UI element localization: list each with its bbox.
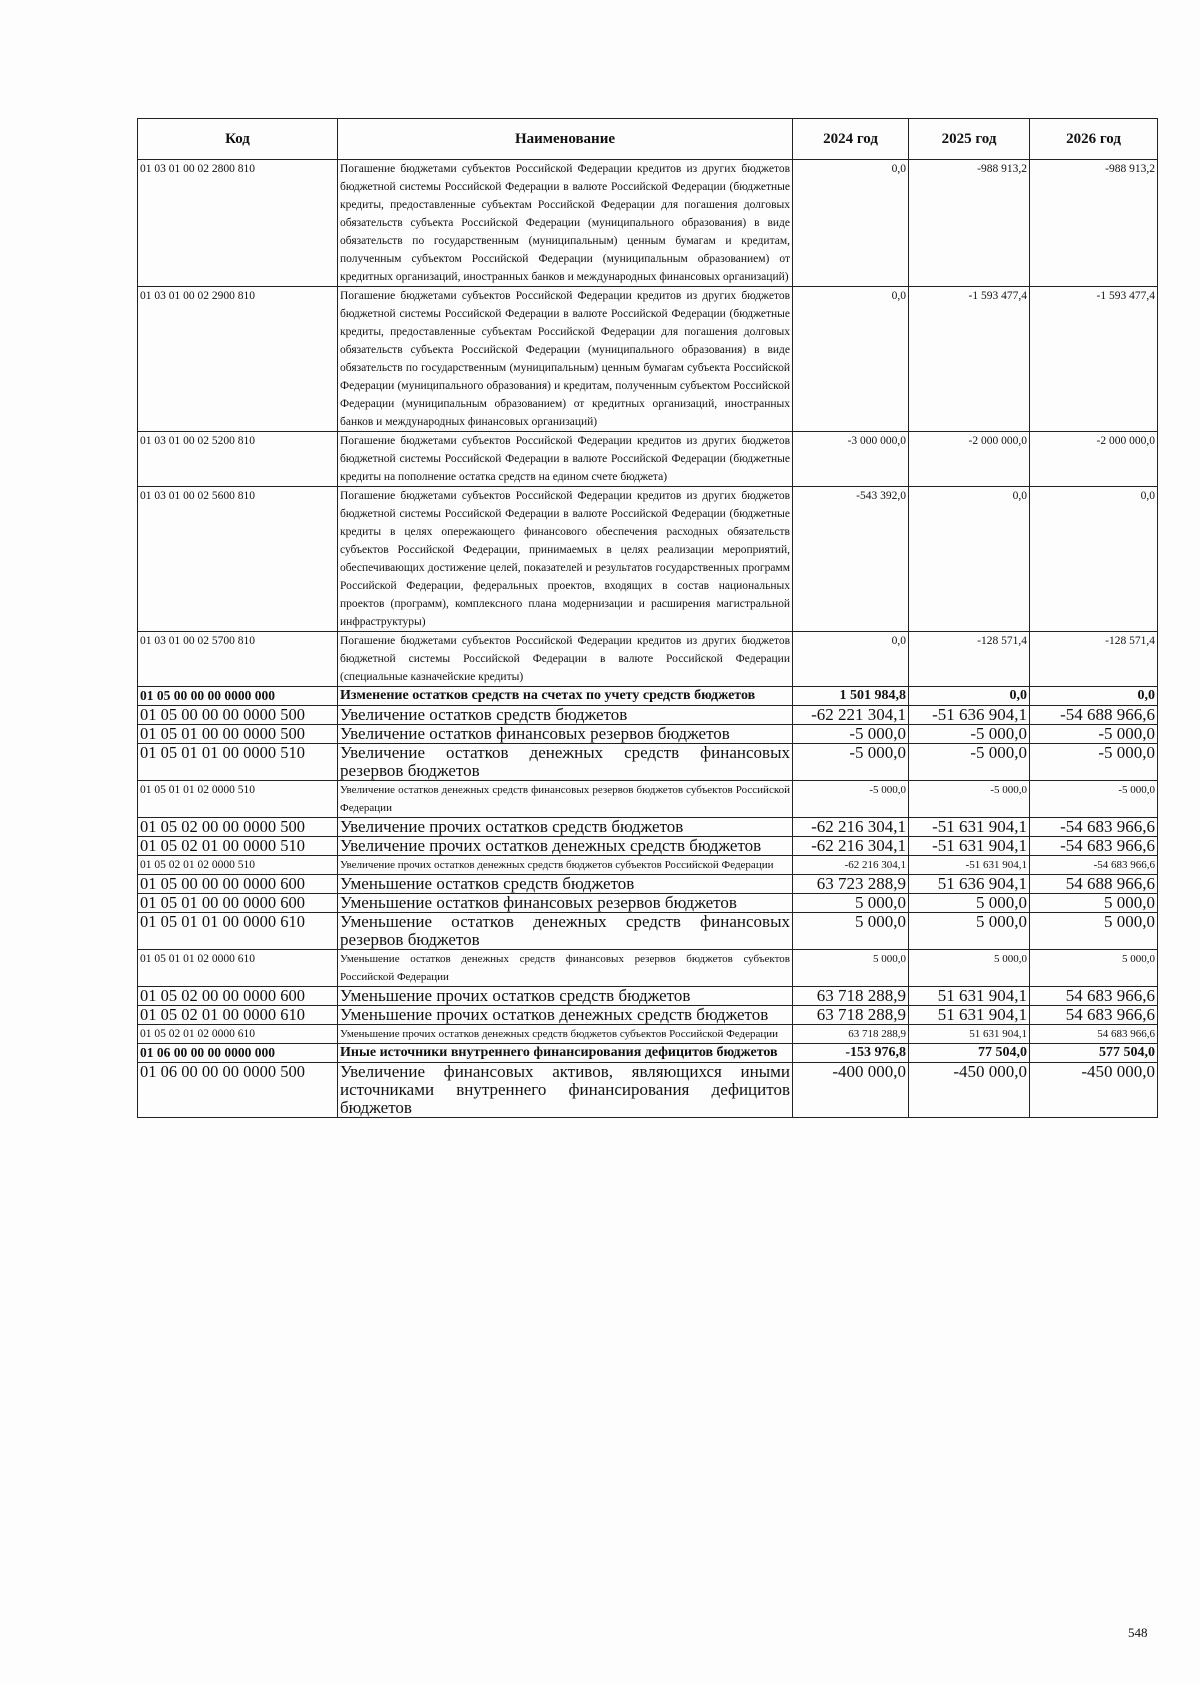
row-value-2024: -5 000,0 — [793, 744, 909, 781]
row-value-2025: -2 000 000,0 — [909, 432, 1030, 487]
row-value-2025: 51 636 904,1 — [909, 875, 1030, 894]
row-value-2025: -988 913,2 — [909, 160, 1030, 287]
table-row — [138, 706, 1158, 725]
row-name: Уменьшение прочих остатков средств бюджетов — [338, 987, 793, 1006]
row-value-2026: 577 504,0 — [1030, 1044, 1158, 1063]
row-value-2026: -2 000 000,0 — [1030, 432, 1158, 487]
row-name: Погашение бюджетами субъектов Российской Федерации кредитов из других бюджетов бюджетной системы Российской Федерации в валюте Российской Федерации (бюджетные кредиты на пополнение остатка средств на едином счете бюджета) — [338, 432, 793, 487]
table-header-row — [138, 119, 1158, 160]
row-value-2025: -51 636 904,1 — [909, 706, 1030, 725]
row-name: Изменение остатков средств на счетах по учету средств бюджетов — [338, 687, 793, 706]
row-name: Увеличение остатков финансовых резервов бюджетов — [338, 725, 793, 744]
table-row — [138, 287, 1158, 432]
budget-sources-table — [137, 118, 1158, 1118]
row-value-2024: -3 000 000,0 — [793, 432, 909, 487]
row-value-2026: -128 571,4 — [1030, 632, 1158, 687]
table-row — [138, 987, 1158, 1006]
row-value-2025: 77 504,0 — [909, 1044, 1030, 1063]
row-code: 01 05 02 00 00 0000 600 — [138, 987, 338, 1006]
row-value-2024: 5 000,0 — [793, 950, 909, 987]
row-code: 01 03 01 00 02 2800 810 — [138, 160, 338, 287]
row-name: Увеличение финансовых активов, являющихся иными источниками внутреннего финансирования дефицитов бюджетов — [338, 1063, 793, 1118]
row-value-2025: 5 000,0 — [909, 894, 1030, 913]
row-value-2026: 5 000,0 — [1030, 950, 1158, 987]
row-value-2025: 0,0 — [909, 487, 1030, 632]
row-code: 01 05 01 00 00 0000 500 — [138, 725, 338, 744]
row-value-2026: 0,0 — [1030, 687, 1158, 706]
row-code: 01 05 02 01 00 0000 510 — [138, 837, 338, 856]
row-code: 01 05 00 00 00 0000 000 — [138, 687, 338, 706]
row-name: Уменьшение остатков средств бюджетов — [338, 875, 793, 894]
row-value-2024: 63 718 288,9 — [793, 987, 909, 1006]
row-value-2024: 0,0 — [793, 287, 909, 432]
row-code: 01 05 02 00 00 0000 500 — [138, 818, 338, 837]
row-value-2026: 54 688 966,6 — [1030, 875, 1158, 894]
table-row — [138, 432, 1158, 487]
row-value-2026: -1 593 477,4 — [1030, 287, 1158, 432]
page-number: 548 — [1128, 1625, 1148, 1640]
row-value-2024: 5 000,0 — [793, 913, 909, 950]
table-row — [138, 725, 1158, 744]
row-code: 01 03 01 00 02 5600 810 — [138, 487, 338, 632]
header-name: Наименование — [338, 119, 793, 160]
row-code: 01 03 01 00 02 5700 810 — [138, 632, 338, 687]
row-value-2026: -5 000,0 — [1030, 744, 1158, 781]
row-name: Увеличение остатков денежных средств финансовых резервов бюджетов — [338, 744, 793, 781]
row-value-2026: -5 000,0 — [1030, 725, 1158, 744]
table-row — [138, 160, 1158, 287]
row-name: Увеличение остатков средств бюджетов — [338, 706, 793, 725]
row-name: Уменьшение прочих остатков денежных средств бюджетов субъектов Российской Федерации — [338, 1025, 793, 1044]
row-code: 01 05 02 01 00 0000 610 — [138, 1006, 338, 1025]
row-value-2025: -51 631 904,1 — [909, 856, 1030, 875]
row-value-2025: -128 571,4 — [909, 632, 1030, 687]
row-value-2024: 63 723 288,9 — [793, 875, 909, 894]
header-2025: 2025 год — [909, 119, 1030, 160]
row-value-2025: 0,0 — [909, 687, 1030, 706]
row-name: Погашение бюджетами субъектов Российской Федерации кредитов из других бюджетов бюджетной системы Российской Федерации в валюте Российской Федерации (бюджетные кредиты, предоставленные субъектам Российской Федерации для погашения долговых обязательств субъекта Российской Федерации (муниципального образования) в виде обязательств по государственным (муниципальным) ценным бумагам и кредитам, полученным субъектом Российской Федерации (муниципальным образованием) от кредитных организаций, иностранных банков и международных финансовых организаций) — [338, 160, 793, 287]
row-value-2024: -543 392,0 — [793, 487, 909, 632]
row-value-2026: -54 683 966,6 — [1030, 837, 1158, 856]
table-row — [138, 875, 1158, 894]
header-2024: 2024 год — [793, 119, 909, 160]
row-value-2025: -5 000,0 — [909, 744, 1030, 781]
row-value-2025: -51 631 904,1 — [909, 837, 1030, 856]
row-value-2025: -1 593 477,4 — [909, 287, 1030, 432]
row-code: 01 05 02 01 02 0000 610 — [138, 1025, 338, 1044]
row-value-2024: 0,0 — [793, 632, 909, 687]
row-name: Уменьшение остатков финансовых резервов бюджетов — [338, 894, 793, 913]
table-row — [138, 781, 1158, 818]
table-row — [138, 856, 1158, 875]
row-code: 01 05 01 01 02 0000 510 — [138, 781, 338, 818]
row-value-2024: 5 000,0 — [793, 894, 909, 913]
table-row — [138, 1025, 1158, 1044]
row-value-2024: 63 718 288,9 — [793, 1006, 909, 1025]
row-value-2025: 5 000,0 — [909, 950, 1030, 987]
row-value-2026: 0,0 — [1030, 487, 1158, 632]
table-row — [138, 1006, 1158, 1025]
row-value-2025: 51 631 904,1 — [909, 1006, 1030, 1025]
row-value-2026: -988 913,2 — [1030, 160, 1158, 287]
row-value-2026: -5 000,0 — [1030, 781, 1158, 818]
row-name: Увеличение прочих остатков средств бюджетов — [338, 818, 793, 837]
header-code: Код — [138, 119, 338, 160]
row-code: 01 03 01 00 02 5200 810 — [138, 432, 338, 487]
row-code: 01 05 01 01 00 0000 610 — [138, 913, 338, 950]
row-value-2024: 0,0 — [793, 160, 909, 287]
row-name: Иные источники внутреннего финансирования дефицитов бюджетов — [338, 1044, 793, 1063]
row-value-2026: 5 000,0 — [1030, 913, 1158, 950]
row-value-2026: -54 688 966,6 — [1030, 706, 1158, 725]
row-value-2026: -450 000,0 — [1030, 1063, 1158, 1118]
row-name: Увеличение остатков денежных средств финансовых резервов бюджетов субъектов Российской Федерации — [338, 781, 793, 818]
row-value-2026: -54 683 966,6 — [1030, 856, 1158, 875]
row-code: 01 05 00 00 00 0000 600 — [138, 875, 338, 894]
row-value-2026: -54 683 966,6 — [1030, 818, 1158, 837]
row-value-2024: 1 501 984,8 — [793, 687, 909, 706]
row-value-2025: -450 000,0 — [909, 1063, 1030, 1118]
row-code: 01 06 00 00 00 0000 500 — [138, 1063, 338, 1118]
row-code: 01 03 01 00 02 2900 810 — [138, 287, 338, 432]
row-value-2024: 63 718 288,9 — [793, 1025, 909, 1044]
row-value-2024: -5 000,0 — [793, 781, 909, 818]
row-code: 01 05 00 00 00 0000 500 — [138, 706, 338, 725]
table-row — [138, 744, 1158, 781]
row-code: 01 05 01 01 02 0000 610 — [138, 950, 338, 987]
row-value-2024: -153 976,8 — [793, 1044, 909, 1063]
row-value-2024: -5 000,0 — [793, 725, 909, 744]
table-row — [138, 913, 1158, 950]
row-name: Погашение бюджетами субъектов Российской Федерации кредитов из других бюджетов бюджетной системы Российской Федерации в валюте Российской Федерации (бюджетные кредиты в целях опережающего финансового обеспечения расходных обязательств субъектов Российской Федерации, принимаемых в целях реализации мероприятий, обеспечивающих достижение целей, показателей и результатов государственных программ Российской Федерации, федеральных проектов, входящих в состав национальных проектов (программ), комплексного плана модернизации и расширения магистральной инфраструктуры) — [338, 487, 793, 632]
row-value-2026: 54 683 966,6 — [1030, 1025, 1158, 1044]
row-value-2024: -62 216 304,1 — [793, 856, 909, 875]
row-value-2024: -62 216 304,1 — [793, 837, 909, 856]
header-2026: 2026 год — [1030, 119, 1158, 160]
row-value-2026: 54 683 966,6 — [1030, 987, 1158, 1006]
row-value-2024: -62 221 304,1 — [793, 706, 909, 725]
table-row — [138, 1063, 1158, 1118]
table-row — [138, 818, 1158, 837]
row-name: Погашение бюджетами субъектов Российской Федерации кредитов из других бюджетов бюджетной системы Российской Федерации в валюте Российской Федерации (бюджетные кредиты, предоставленные субъектам Российской Федерации для погашения долговых обязательств субъекта Российской Федерации (муниципального образования) в виде обязательств по государственным (муниципальным) ценным бумагам субъекта Российской Федерации (муниципального образования) и кредитам, полученным субъектом Российской Федерации (муниципальным образованием) от кредитных организаций, иностранных банков и международных финансовых организаций) — [338, 287, 793, 432]
row-value-2025: -5 000,0 — [909, 781, 1030, 818]
row-code: 01 05 01 01 00 0000 510 — [138, 744, 338, 781]
table-row — [138, 894, 1158, 913]
row-name: Увеличение прочих остатков денежных средств бюджетов субъектов Российской Федерации — [338, 856, 793, 875]
row-value-2024: -62 216 304,1 — [793, 818, 909, 837]
row-name: Погашение бюджетами субъектов Российской Федерации кредитов из других бюджетов бюджетной системы Российской Федерации в валюте Российской Федерации (специальные казначейские кредиты) — [338, 632, 793, 687]
row-code: 01 05 02 01 02 0000 510 — [138, 856, 338, 875]
row-name: Уменьшение прочих остатков денежных средств бюджетов — [338, 1006, 793, 1025]
row-name: Увеличение прочих остатков денежных средств бюджетов — [338, 837, 793, 856]
row-value-2026: 54 683 966,6 — [1030, 1006, 1158, 1025]
row-value-2025: 51 631 904,1 — [909, 987, 1030, 1006]
table-row — [138, 632, 1158, 687]
row-value-2025: 51 631 904,1 — [909, 1025, 1030, 1044]
table-row — [138, 687, 1158, 706]
row-name: Уменьшение остатков денежных средств финансовых резервов бюджетов субъектов Российской Федерации — [338, 950, 793, 987]
row-value-2025: -51 631 904,1 — [909, 818, 1030, 837]
row-value-2025: -5 000,0 — [909, 725, 1030, 744]
table-row — [138, 837, 1158, 856]
row-code: 01 05 01 00 00 0000 600 — [138, 894, 338, 913]
row-code: 01 06 00 00 00 0000 000 — [138, 1044, 338, 1063]
row-value-2025: 5 000,0 — [909, 913, 1030, 950]
table-row — [138, 487, 1158, 632]
row-value-2026: 5 000,0 — [1030, 894, 1158, 913]
row-name: Уменьшение остатков денежных средств финансовых резервов бюджетов — [338, 913, 793, 950]
table-row — [138, 1044, 1158, 1063]
row-value-2024: -400 000,0 — [793, 1063, 909, 1118]
table-row — [138, 950, 1158, 987]
